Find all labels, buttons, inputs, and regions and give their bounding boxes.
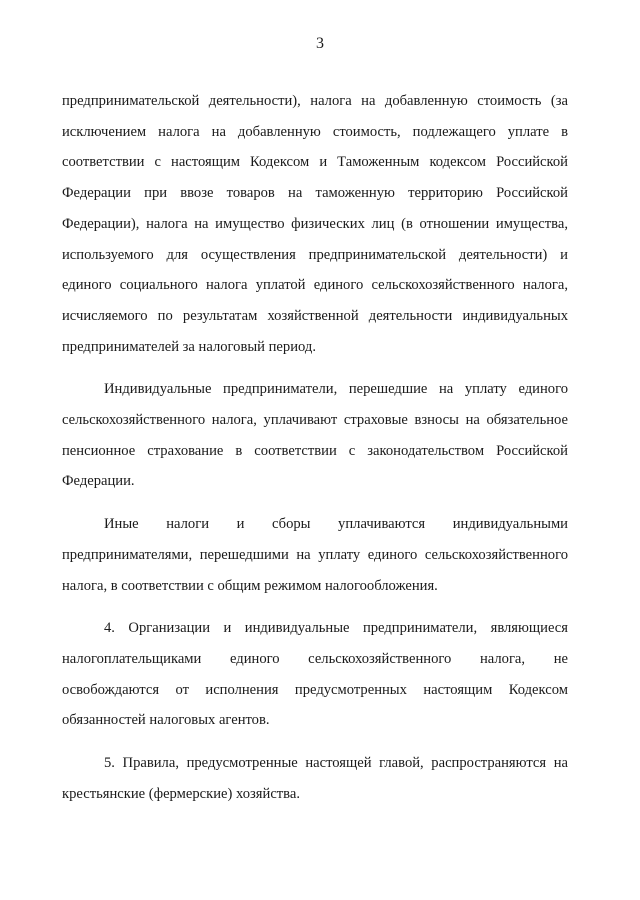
paragraph-item-5: 5. Правила, предусмотренные настоящей главой, распространяются на крестьянские (фермерские) хозяйства.: [62, 755, 568, 802]
paragraph-continuation: предпринимательской деятельности), налога на добавленную стоимость (за исключением налога на добавленную стоимость, подлежащего уплате в соответствии с настоящим Кодексом и Таможенным кодексом Российской Федерации при ввозе товаров на таможенную территорию Российской Федерации), налога на имущество физических лиц (в отношении имущества, используемого для осуществления предпринимательской деятельности) и единого социального налога уплатой единого сельскохозяйственного налога, исчисляемого по результатам хозяйственной деятельности индивидуальных предпринимателей за налоговый период.: [62, 93, 568, 355]
document-body: [62, 86, 568, 809]
paragraph-item-4: 4. Организации и индивидуальные предприниматели, являющиеся налогоплательщиками единого сельскохозяйственного налога, не освобождаются от исполнения предусмотренных настоящим Кодексом обязанностей налоговых агентов.: [62, 620, 568, 729]
page-number: 3: [316, 35, 324, 52]
paragraph-insurance-contributions: Индивидуальные предприниматели, перешедшие на уплату единого сельскохозяйственного налога, уплачивают страховые взносы на обязательное пенсионное страхование в соответствии с законодательством Российской Федерации.: [62, 381, 568, 490]
paragraph-other-taxes: Иные налоги и сборы уплачиваются индивидуальными предпринимателями, перешедшими на уплату единого сельскохозяйственного налога, в соответствии с общим режимом налогообложения.: [62, 516, 568, 594]
